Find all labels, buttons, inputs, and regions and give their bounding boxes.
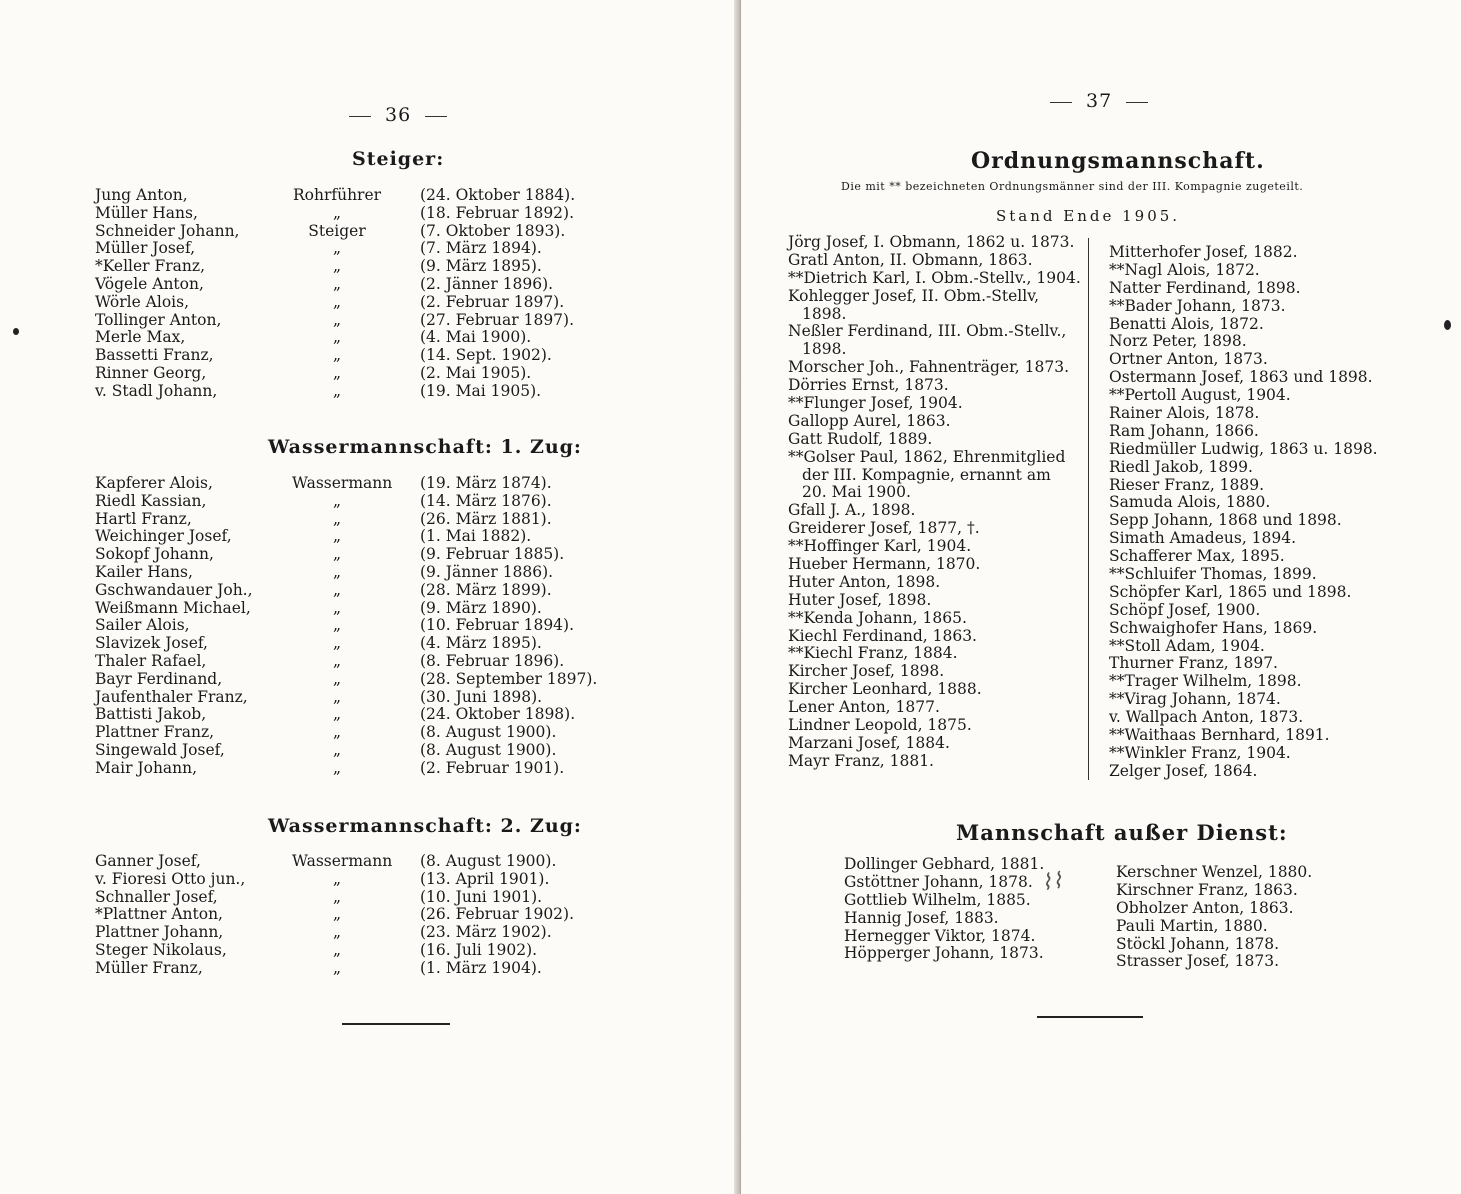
- member-entry: Riedmüller Ludwig, 1863 u. 1898.: [1109, 439, 1378, 458]
- roster-date: (4. Mai 1900).: [420, 328, 532, 347]
- roster-role: „: [332, 292, 342, 311]
- member-entry: Kircher Leonhard, 1888.: [788, 680, 982, 699]
- ordnung-column-2: [1109, 244, 1378, 781]
- member-entry: **Pertoll August, 1904.: [1109, 386, 1291, 405]
- roster-role: „: [332, 958, 342, 977]
- roster-date: (2. Februar 1901).: [420, 758, 565, 777]
- roster-row: [0, 293, 740, 311]
- roster-role: „: [332, 652, 342, 670]
- roster-row: [0, 545, 740, 563]
- roster-date: (7. Oktober 1893).: [420, 221, 566, 240]
- roster-date: (13. April 1901).: [420, 869, 550, 888]
- roster-role: „: [332, 905, 342, 924]
- roster-name: Kailer Hans,: [95, 563, 193, 581]
- member-entry: Samuda Alois, 1880.: [1109, 493, 1271, 512]
- roster-date: (2. Jänner 1896).: [420, 275, 554, 293]
- roster-row: [0, 923, 740, 941]
- roster-name: v. Stadl Johann,: [95, 381, 218, 400]
- roster-date: (14. März 1876).: [420, 491, 552, 510]
- member-entry: **Waithaas Bernhard, 1891.: [1109, 726, 1330, 745]
- member-entry: Schafferer Max, 1895.: [1109, 547, 1285, 566]
- roster-role: „: [332, 203, 342, 222]
- member-entry: 1898.: [802, 340, 847, 359]
- roster-role: „: [332, 616, 342, 635]
- roster-date: (4. März 1895).: [420, 634, 542, 653]
- roster-date: (9. März 1890).: [420, 598, 542, 617]
- roster-row: [0, 364, 740, 382]
- page-mark-right: [1444, 320, 1451, 330]
- roster-role: „: [332, 923, 342, 942]
- roster-role: „: [332, 941, 342, 959]
- roster-name: Riedl Kassian,: [95, 491, 207, 510]
- member-entry: **Winkler Franz, 1904.: [1109, 743, 1291, 762]
- roster-date: (18. Februar 1892).: [420, 203, 575, 222]
- page-mark-left: [13, 328, 19, 335]
- member-entry: Gallopp Aurel, 1863.: [788, 411, 951, 430]
- column-divider: [1088, 238, 1089, 780]
- roster-date: (24. Oktober 1884).: [420, 186, 576, 204]
- member-entry: Kircher Josef, 1898.: [788, 662, 945, 681]
- handwritten-mark: ⌇⌇: [1039, 868, 1065, 897]
- member-entry: v. Wallpach Anton, 1873.: [1109, 708, 1304, 727]
- roster-name: Schnaller Josef,: [95, 887, 218, 906]
- end-rule-right: [1037, 1016, 1143, 1018]
- member-entry: **Dietrich Karl, I. Obm.-Stellv., 1904.: [788, 268, 1081, 287]
- roster-row: [0, 563, 740, 581]
- roster-name: Bassetti Franz,: [95, 346, 214, 365]
- roster-row: [0, 527, 740, 545]
- roster-date: (9. März 1895).: [420, 257, 542, 276]
- roster-name: Steger Nikolaus,: [95, 941, 227, 959]
- member-entry: Riedl Jakob, 1899.: [1109, 457, 1253, 476]
- ausser-column-2: [1116, 864, 1312, 971]
- roster-date: (7. März 1894).: [420, 239, 542, 258]
- roster-row: [0, 741, 740, 759]
- member-entry: Benatti Alois, 1872.: [1109, 314, 1264, 333]
- roster-date: (1. März 1904).: [420, 958, 542, 977]
- roster-role: „: [332, 869, 342, 888]
- roster-row: [0, 599, 740, 617]
- member-entry: Zelger Josef, 1864.: [1109, 761, 1258, 780]
- roster-role: „: [332, 723, 342, 742]
- roster-role: „: [332, 509, 342, 528]
- roster-role: „: [332, 545, 342, 564]
- roster-date: (19. März 1874).: [420, 474, 552, 492]
- roster-row: [0, 759, 740, 777]
- member-entry: Marzani Josef, 1884.: [788, 733, 950, 752]
- retired-entry: Kirschner Franz, 1863.: [1116, 880, 1298, 899]
- roster-row: [0, 492, 740, 510]
- heading-zug-2: Wassermannschaft: 2. Zug:: [268, 815, 582, 837]
- roster-date: (1. Mai 1882).: [420, 527, 532, 546]
- retired-entry: Strasser Josef, 1873.: [1116, 952, 1279, 971]
- heading-steiger: Steiger:: [352, 148, 445, 170]
- roster-row: [0, 870, 740, 888]
- roster-name: Schneider Johann,: [95, 221, 240, 240]
- roster-role: „: [332, 669, 342, 688]
- roster-name: Weichinger Josef,: [95, 527, 232, 546]
- roster-role: „: [332, 687, 342, 706]
- roster-row: [0, 723, 740, 741]
- roster-role: „: [332, 239, 342, 258]
- roster-name: Bayr Ferdinand,: [95, 669, 223, 688]
- roster-date: (24. Oktober 1898).: [420, 705, 576, 724]
- retired-entry: Dollinger Gebhard, 1881.: [844, 855, 1045, 873]
- retired-entry: Stöckl Johann, 1878.: [1116, 934, 1280, 953]
- roster-name: *Keller Franz,: [95, 257, 205, 276]
- roster-date: (30. Juni 1898).: [420, 687, 543, 706]
- member-entry: Schöpf Josef, 1900.: [1109, 600, 1261, 619]
- member-entry: Jörg Josef, I. Obmann, 1862 u. 1873.: [788, 233, 1075, 251]
- roster-name: v. Fioresi Otto jun.,: [95, 869, 246, 888]
- stand-date: Stand Ende 1905.: [996, 207, 1181, 225]
- member-entry: Ortner Anton, 1873.: [1109, 350, 1268, 369]
- roster-row: [0, 852, 740, 870]
- roster-name: Battisti Jakob,: [95, 705, 207, 724]
- roster-role: Wassermann: [292, 474, 393, 492]
- retired-entry: Pauli Martin, 1880.: [1116, 916, 1268, 935]
- member-entry: **Golser Paul, 1862, Ehrenmitglied: [788, 447, 1066, 466]
- ausser-column-1: [844, 856, 1044, 963]
- roster-role: Wassermann: [292, 852, 393, 870]
- roster-row: [0, 186, 740, 204]
- roster-role: „: [332, 563, 342, 581]
- member-entry: Sepp Johann, 1868 und 1898.: [1109, 511, 1342, 530]
- roster-row: [0, 581, 740, 599]
- roster-role: Steiger: [308, 221, 366, 240]
- roster-date: (9. Jänner 1886).: [420, 563, 554, 581]
- member-entry: **Flunger Josef, 1904.: [788, 394, 963, 413]
- roster-row: [0, 328, 740, 346]
- roster-date: (9. Februar 1885).: [420, 545, 565, 564]
- member-entry: Lindner Leopold, 1875.: [788, 716, 972, 735]
- roster-row: [0, 634, 740, 652]
- roster-date: (26. Februar 1902).: [420, 905, 575, 924]
- member-entry: Thurner Franz, 1897.: [1109, 654, 1278, 673]
- roster-role: „: [332, 705, 342, 724]
- roster-row: [0, 510, 740, 528]
- roster-date: (19. Mai 1905).: [420, 381, 542, 400]
- roster-name: Merle Max,: [95, 328, 186, 347]
- roster-name: Hartl Franz,: [95, 509, 192, 528]
- roster-row: [0, 222, 740, 240]
- roster-name: Vögele Anton,: [95, 275, 204, 293]
- member-entry: Huter Josef, 1898.: [788, 590, 932, 609]
- roster-name: Jung Anton,: [95, 186, 188, 204]
- heading-ausser-dienst: Mannschaft außer Dienst:: [956, 820, 1288, 845]
- member-entry: Ram Johann, 1866.: [1109, 421, 1259, 440]
- member-entry: Huter Anton, 1898.: [788, 572, 941, 591]
- member-entry: Rainer Alois, 1878.: [1109, 404, 1260, 423]
- roster-date: (28. März 1899).: [420, 580, 552, 599]
- heading-zug-1: Wassermannschaft: 1. Zug:: [268, 436, 582, 458]
- member-entry: Natter Ferdinand, 1898.: [1109, 278, 1301, 297]
- roster-name: Rinner Georg,: [95, 364, 207, 382]
- roster-row: [0, 688, 740, 706]
- roster-row: [0, 204, 740, 222]
- roster-row: [0, 239, 740, 257]
- roster-name: Jaufenthaler Franz,: [95, 687, 248, 706]
- retired-entry: Kerschner Wenzel, 1880.: [1116, 863, 1313, 881]
- member-entry: Neßler Ferdinand, III. Obm.-Stellv.,: [788, 322, 1067, 341]
- member-entry: **Stoll Adam, 1904.: [1109, 636, 1265, 655]
- roster-name: Plattner Johann,: [95, 923, 224, 942]
- member-entry: **Bader Johann, 1873.: [1109, 296, 1286, 315]
- roster-role: „: [332, 758, 342, 777]
- retired-entry: Gstöttner Johann, 1878.: [844, 872, 1033, 891]
- member-entry: Kohlegger Josef, II. Obm.-Stellv,: [788, 286, 1040, 305]
- roster-date: (10. Juni 1901).: [420, 887, 543, 906]
- retired-entry: Hannig Josef, 1883.: [844, 908, 999, 927]
- member-entry: Kiechl Ferdinand, 1863.: [788, 626, 977, 645]
- roster-role: „: [332, 634, 342, 653]
- roster-name: Singewald Josef,: [95, 741, 225, 759]
- roster-role: „: [332, 527, 342, 546]
- member-entry: **Kenda Johann, 1865.: [788, 608, 967, 627]
- roster-name: Slavizek Josef,: [95, 634, 208, 653]
- member-entry: Mitterhofer Josef, 1882.: [1109, 243, 1298, 261]
- roster-row: [0, 474, 740, 492]
- roster-name: Ganner Josef,: [95, 852, 201, 870]
- retired-entry: Höpperger Johann, 1873.: [844, 944, 1044, 963]
- member-entry: 20. Mai 1900.: [802, 483, 911, 502]
- roster-name: Kapferer Alois,: [95, 474, 213, 492]
- roster-row: [0, 905, 740, 923]
- roster-name: Mair Johann,: [95, 758, 198, 777]
- member-entry: Greiderer Josef, 1877, †.: [788, 519, 980, 538]
- member-entry: Rieser Franz, 1889.: [1109, 475, 1265, 494]
- roster-role: „: [332, 491, 342, 510]
- page-number-right: 37: [1036, 90, 1162, 112]
- member-entry: **Schluifer Thomas, 1899.: [1109, 565, 1317, 584]
- member-entry: Ostermann Josef, 1863 und 1898.: [1109, 368, 1373, 387]
- member-entry: **Virag Johann, 1874.: [1109, 690, 1281, 709]
- roster-role: „: [332, 887, 342, 906]
- member-entry: Gatt Rudolf, 1889.: [788, 429, 933, 448]
- roster-row: [0, 616, 740, 634]
- member-entry: Morscher Joh., Fahnenträger, 1873.: [788, 358, 1070, 377]
- roster-row: [0, 959, 740, 977]
- roster-role: „: [332, 580, 342, 599]
- roster-name: Wörle Alois,: [95, 292, 189, 311]
- member-entry: Dörries Ernst, 1873.: [788, 376, 949, 395]
- roster-role: „: [332, 328, 342, 347]
- roster-row: [0, 652, 740, 670]
- member-entry: Gfall J. A., 1898.: [788, 501, 916, 520]
- member-entry: **Trager Wilhelm, 1898.: [1109, 672, 1302, 691]
- right-page: [741, 0, 1461, 1194]
- roster-date: (27. Februar 1897).: [420, 310, 575, 329]
- roster-name: *Plattner Anton,: [95, 905, 223, 924]
- roster-name: Sailer Alois,: [95, 616, 190, 635]
- roster-date: (14. Sept. 1902).: [420, 346, 552, 365]
- end-rule-left: [342, 1023, 450, 1025]
- roster-row: [0, 705, 740, 723]
- heading-ordnungsmannschaft: Ordnungsmannschaft.: [971, 148, 1265, 174]
- page-number-left: 36: [335, 104, 461, 126]
- roster-role: „: [332, 257, 342, 276]
- member-entry: Lener Anton, 1877.: [788, 698, 940, 717]
- roster-role: „: [332, 310, 342, 329]
- member-entry: der III. Kompagnie, ernannt am: [802, 465, 1051, 484]
- retired-entry: Obholzer Anton, 1863.: [1116, 898, 1294, 917]
- roster-date: (8. August 1900).: [420, 723, 557, 742]
- roster-role: „: [332, 346, 342, 365]
- member-entry: Hueber Hermann, 1870.: [788, 555, 981, 574]
- roster-role: „: [332, 741, 342, 759]
- roster-name: Müller Josef,: [95, 239, 196, 258]
- roster-date: (2. Mai 1905).: [420, 364, 532, 382]
- roster-name: Thaler Rafael,: [95, 652, 207, 670]
- roster-name: Müller Hans,: [95, 203, 198, 222]
- roster-name: Müller Franz,: [95, 958, 203, 977]
- roster-role: Rohrführer: [292, 186, 382, 204]
- roster-date: (28. September 1897).: [420, 669, 598, 688]
- ordnung-column-1: [788, 234, 1081, 771]
- member-entry: Gratl Anton, II. Obmann, 1863.: [788, 250, 1033, 269]
- roster-date: (8. August 1900).: [420, 741, 557, 759]
- retired-entry: Gottlieb Wilhelm, 1885.: [844, 890, 1031, 909]
- roster-date: (8. Februar 1896).: [420, 652, 565, 670]
- roster-date: (16. Juli 1902).: [420, 941, 538, 959]
- roster-name: Plattner Franz,: [95, 723, 215, 742]
- roster-row: [0, 346, 740, 364]
- roster-date: (10. Februar 1894).: [420, 616, 575, 635]
- member-entry: Norz Peter, 1898.: [1109, 332, 1247, 351]
- kompagnie-note: Die mit ** bezeichneten Ordnungsmänner sind der III. Kompagnie zugeteilt.: [841, 180, 1304, 193]
- roster-row: [0, 941, 740, 959]
- roster-name: Weißmann Michael,: [95, 598, 251, 617]
- roster-row: [0, 311, 740, 329]
- member-entry: Simath Amadeus, 1894.: [1109, 529, 1297, 548]
- roster-date: (8. August 1900).: [420, 852, 557, 870]
- roster-name: Sokopf Johann,: [95, 545, 214, 564]
- member-entry: 1898.: [802, 304, 847, 323]
- member-entry: **Kiechl Franz, 1884.: [788, 644, 958, 663]
- roster-name: Tollinger Anton,: [95, 310, 222, 329]
- roster-date: (2. Februar 1897).: [420, 292, 565, 311]
- roster-row: [0, 888, 740, 906]
- roster-role: „: [332, 598, 342, 617]
- roster-row: [0, 275, 740, 293]
- roster-row: [0, 670, 740, 688]
- roster-name: Gschwandauer Joh.,: [95, 580, 253, 599]
- roster-date: (26. März 1881).: [420, 509, 552, 528]
- member-entry: **Hoffinger Karl, 1904.: [788, 537, 972, 556]
- member-entry: Schwaighofer Hans, 1869.: [1109, 618, 1318, 637]
- member-entry: **Nagl Alois, 1872.: [1109, 260, 1260, 279]
- roster-date: (23. März 1902).: [420, 923, 552, 942]
- member-entry: Mayr Franz, 1881.: [788, 751, 934, 770]
- roster-role: „: [332, 275, 342, 293]
- roster-row: [0, 382, 740, 400]
- retired-entry: Hernegger Viktor, 1874.: [844, 926, 1036, 945]
- roster-role: „: [332, 364, 342, 382]
- member-entry: Schöpfer Karl, 1865 und 1898.: [1109, 582, 1352, 601]
- roster-role: „: [332, 381, 342, 400]
- roster-row: [0, 257, 740, 275]
